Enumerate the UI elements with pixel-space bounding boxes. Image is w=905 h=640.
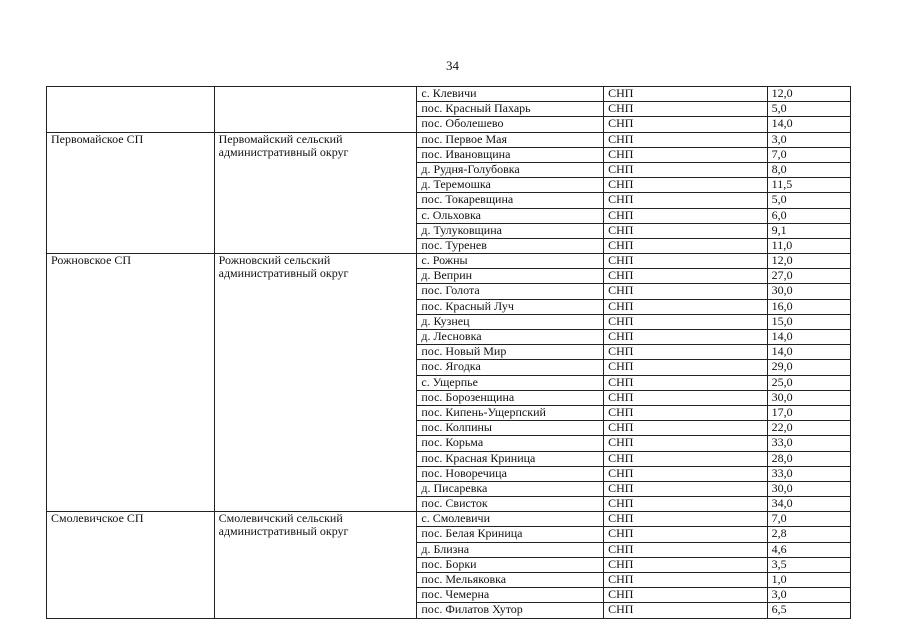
table-row xyxy=(47,512,851,527)
distance-value-cell: 12,0 xyxy=(767,254,850,269)
place-name-cell: пос. Токаревщина xyxy=(417,193,604,208)
admin-district-cell: Рожновский сельский административный округ xyxy=(214,254,417,512)
place-name-cell: пос. Красная Криница xyxy=(417,451,604,466)
place-name-cell: пос. Мельяковка xyxy=(417,573,604,588)
settlement-type-cell: СНП xyxy=(604,102,768,117)
distance-value-cell: 14,0 xyxy=(767,345,850,360)
settlement-type-cell: СНП xyxy=(604,147,768,162)
settlement-type-cell: СНП xyxy=(604,603,768,618)
place-name-cell: пос. Новый Мир xyxy=(417,345,604,360)
settlement-type-cell: СНП xyxy=(604,254,768,269)
distance-value-cell: 3,0 xyxy=(767,132,850,147)
settlement-type-cell: СНП xyxy=(604,132,768,147)
place-name-cell: пос. Новоречица xyxy=(417,466,604,481)
place-name-cell: д. Писаревка xyxy=(417,481,604,496)
settlement-council-cell: Рожновское СП xyxy=(47,254,215,512)
distance-value-cell: 33,0 xyxy=(767,466,850,481)
distance-value-cell: 11,5 xyxy=(767,178,850,193)
place-name-cell: пос. Красный Пахарь xyxy=(417,102,604,117)
settlement-type-cell: СНП xyxy=(604,512,768,527)
distance-value-cell: 8,0 xyxy=(767,162,850,177)
distance-value-cell: 34,0 xyxy=(767,497,850,512)
distance-value-cell: 16,0 xyxy=(767,299,850,314)
place-name-cell: пос. Корьма xyxy=(417,436,604,451)
place-name-cell: д. Кузнец xyxy=(417,314,604,329)
settlement-type-cell: СНП xyxy=(604,481,768,496)
place-name-cell: с. Ущерпье xyxy=(417,375,604,390)
settlement-type-cell: СНП xyxy=(604,588,768,603)
settlement-type-cell: СНП xyxy=(604,269,768,284)
admin-district-cell: Первомайский сельский административный округ xyxy=(214,132,417,254)
distance-value-cell: 1,0 xyxy=(767,573,850,588)
settlement-type-cell: СНП xyxy=(604,345,768,360)
settlement-type-cell: СНП xyxy=(604,87,768,102)
table-row xyxy=(47,87,851,102)
settlement-type-cell: СНП xyxy=(604,451,768,466)
distance-value-cell: 7,0 xyxy=(767,147,850,162)
place-name-cell: с. Клевичи xyxy=(417,87,604,102)
distance-value-cell: 22,0 xyxy=(767,421,850,436)
distance-value-cell: 3,5 xyxy=(767,557,850,572)
distance-value-cell: 30,0 xyxy=(767,481,850,496)
settlement-type-cell: СНП xyxy=(604,284,768,299)
distance-value-cell: 33,0 xyxy=(767,436,850,451)
place-name-cell: пос. Колпины xyxy=(417,421,604,436)
admin-district-cell xyxy=(214,87,417,133)
place-name-cell: с. Ольховка xyxy=(417,208,604,223)
place-name-cell: пос. Борки xyxy=(417,557,604,572)
distance-value-cell: 30,0 xyxy=(767,284,850,299)
distance-value-cell: 14,0 xyxy=(767,330,850,345)
settlement-type-cell: СНП xyxy=(604,573,768,588)
place-name-cell: д. Рудня-Голубовка xyxy=(417,162,604,177)
settlement-council-cell: Первомайское СП xyxy=(47,132,215,254)
settlement-type-cell: СНП xyxy=(604,238,768,253)
distance-value-cell: 11,0 xyxy=(767,238,850,253)
place-name-cell: пос. Филатов Хутор xyxy=(417,603,604,618)
distance-value-cell: 28,0 xyxy=(767,451,850,466)
settlement-type-cell: СНП xyxy=(604,436,768,451)
settlement-type-cell: СНП xyxy=(604,330,768,345)
place-name-cell: д. Веприн xyxy=(417,269,604,284)
place-name-cell: с. Рожны xyxy=(417,254,604,269)
distance-value-cell: 27,0 xyxy=(767,269,850,284)
distance-value-cell: 6,5 xyxy=(767,603,850,618)
distance-value-cell: 17,0 xyxy=(767,405,850,420)
distance-value-cell: 2,8 xyxy=(767,527,850,542)
settlement-council-cell xyxy=(47,87,215,133)
place-name-cell: пос. Туренев xyxy=(417,238,604,253)
page-number: 34 xyxy=(446,58,459,73)
distance-value-cell: 3,0 xyxy=(767,588,850,603)
place-name-cell: пос. Борозенщина xyxy=(417,390,604,405)
settlement-type-cell: СНП xyxy=(604,162,768,177)
settlements-table xyxy=(46,86,851,619)
settlement-type-cell: СНП xyxy=(604,466,768,481)
distance-value-cell: 14,0 xyxy=(767,117,850,132)
place-name-cell: д. Лесновка xyxy=(417,330,604,345)
settlement-type-cell: СНП xyxy=(604,405,768,420)
place-name-cell: пос. Белая Криница xyxy=(417,527,604,542)
distance-value-cell: 5,0 xyxy=(767,193,850,208)
place-name-cell: пос. Чемерна xyxy=(417,588,604,603)
distance-value-cell: 12,0 xyxy=(767,87,850,102)
table-row xyxy=(47,132,851,147)
place-name-cell: с. Смолевичи xyxy=(417,512,604,527)
distance-value-cell: 6,0 xyxy=(767,208,850,223)
admin-district-cell: Смолевичский сельский административный округ xyxy=(214,512,417,618)
place-name-cell: д. Близна xyxy=(417,542,604,557)
settlement-type-cell: СНП xyxy=(604,557,768,572)
settlement-type-cell: СНП xyxy=(604,527,768,542)
settlement-type-cell: СНП xyxy=(604,178,768,193)
distance-value-cell: 7,0 xyxy=(767,512,850,527)
settlement-type-cell: СНП xyxy=(604,208,768,223)
place-name-cell: пос. Кипень-Ущерпский xyxy=(417,405,604,420)
settlement-type-cell: СНП xyxy=(604,360,768,375)
place-name-cell: д. Тулуковщина xyxy=(417,223,604,238)
settlement-council-cell: Смолевичское СП xyxy=(47,512,215,618)
distance-value-cell: 5,0 xyxy=(767,102,850,117)
distance-value-cell: 30,0 xyxy=(767,390,850,405)
distance-value-cell: 9,1 xyxy=(767,223,850,238)
place-name-cell: пос. Свисток xyxy=(417,497,604,512)
place-name-cell: пос. Красный Луч xyxy=(417,299,604,314)
table-row xyxy=(47,254,851,269)
settlement-type-cell: СНП xyxy=(604,542,768,557)
place-name-cell: пос. Ивановщина xyxy=(417,147,604,162)
settlement-type-cell: СНП xyxy=(604,223,768,238)
distance-value-cell: 29,0 xyxy=(767,360,850,375)
settlement-type-cell: СНП xyxy=(604,421,768,436)
place-name-cell: пос. Первое Мая xyxy=(417,132,604,147)
place-name-cell: пос. Оболешево xyxy=(417,117,604,132)
settlement-type-cell: СНП xyxy=(604,390,768,405)
settlement-type-cell: СНП xyxy=(604,314,768,329)
distance-value-cell: 4,6 xyxy=(767,542,850,557)
place-name-cell: пос. Голота xyxy=(417,284,604,299)
settlement-type-cell: СНП xyxy=(604,299,768,314)
settlement-type-cell: СНП xyxy=(604,117,768,132)
settlement-type-cell: СНП xyxy=(604,375,768,390)
settlement-type-cell: СНП xyxy=(604,497,768,512)
place-name-cell: д. Теремошка xyxy=(417,178,604,193)
settlements-table-body xyxy=(47,87,851,619)
place-name-cell: пос. Ягодка xyxy=(417,360,604,375)
settlement-type-cell: СНП xyxy=(604,193,768,208)
distance-value-cell: 15,0 xyxy=(767,314,850,329)
distance-value-cell: 25,0 xyxy=(767,375,850,390)
